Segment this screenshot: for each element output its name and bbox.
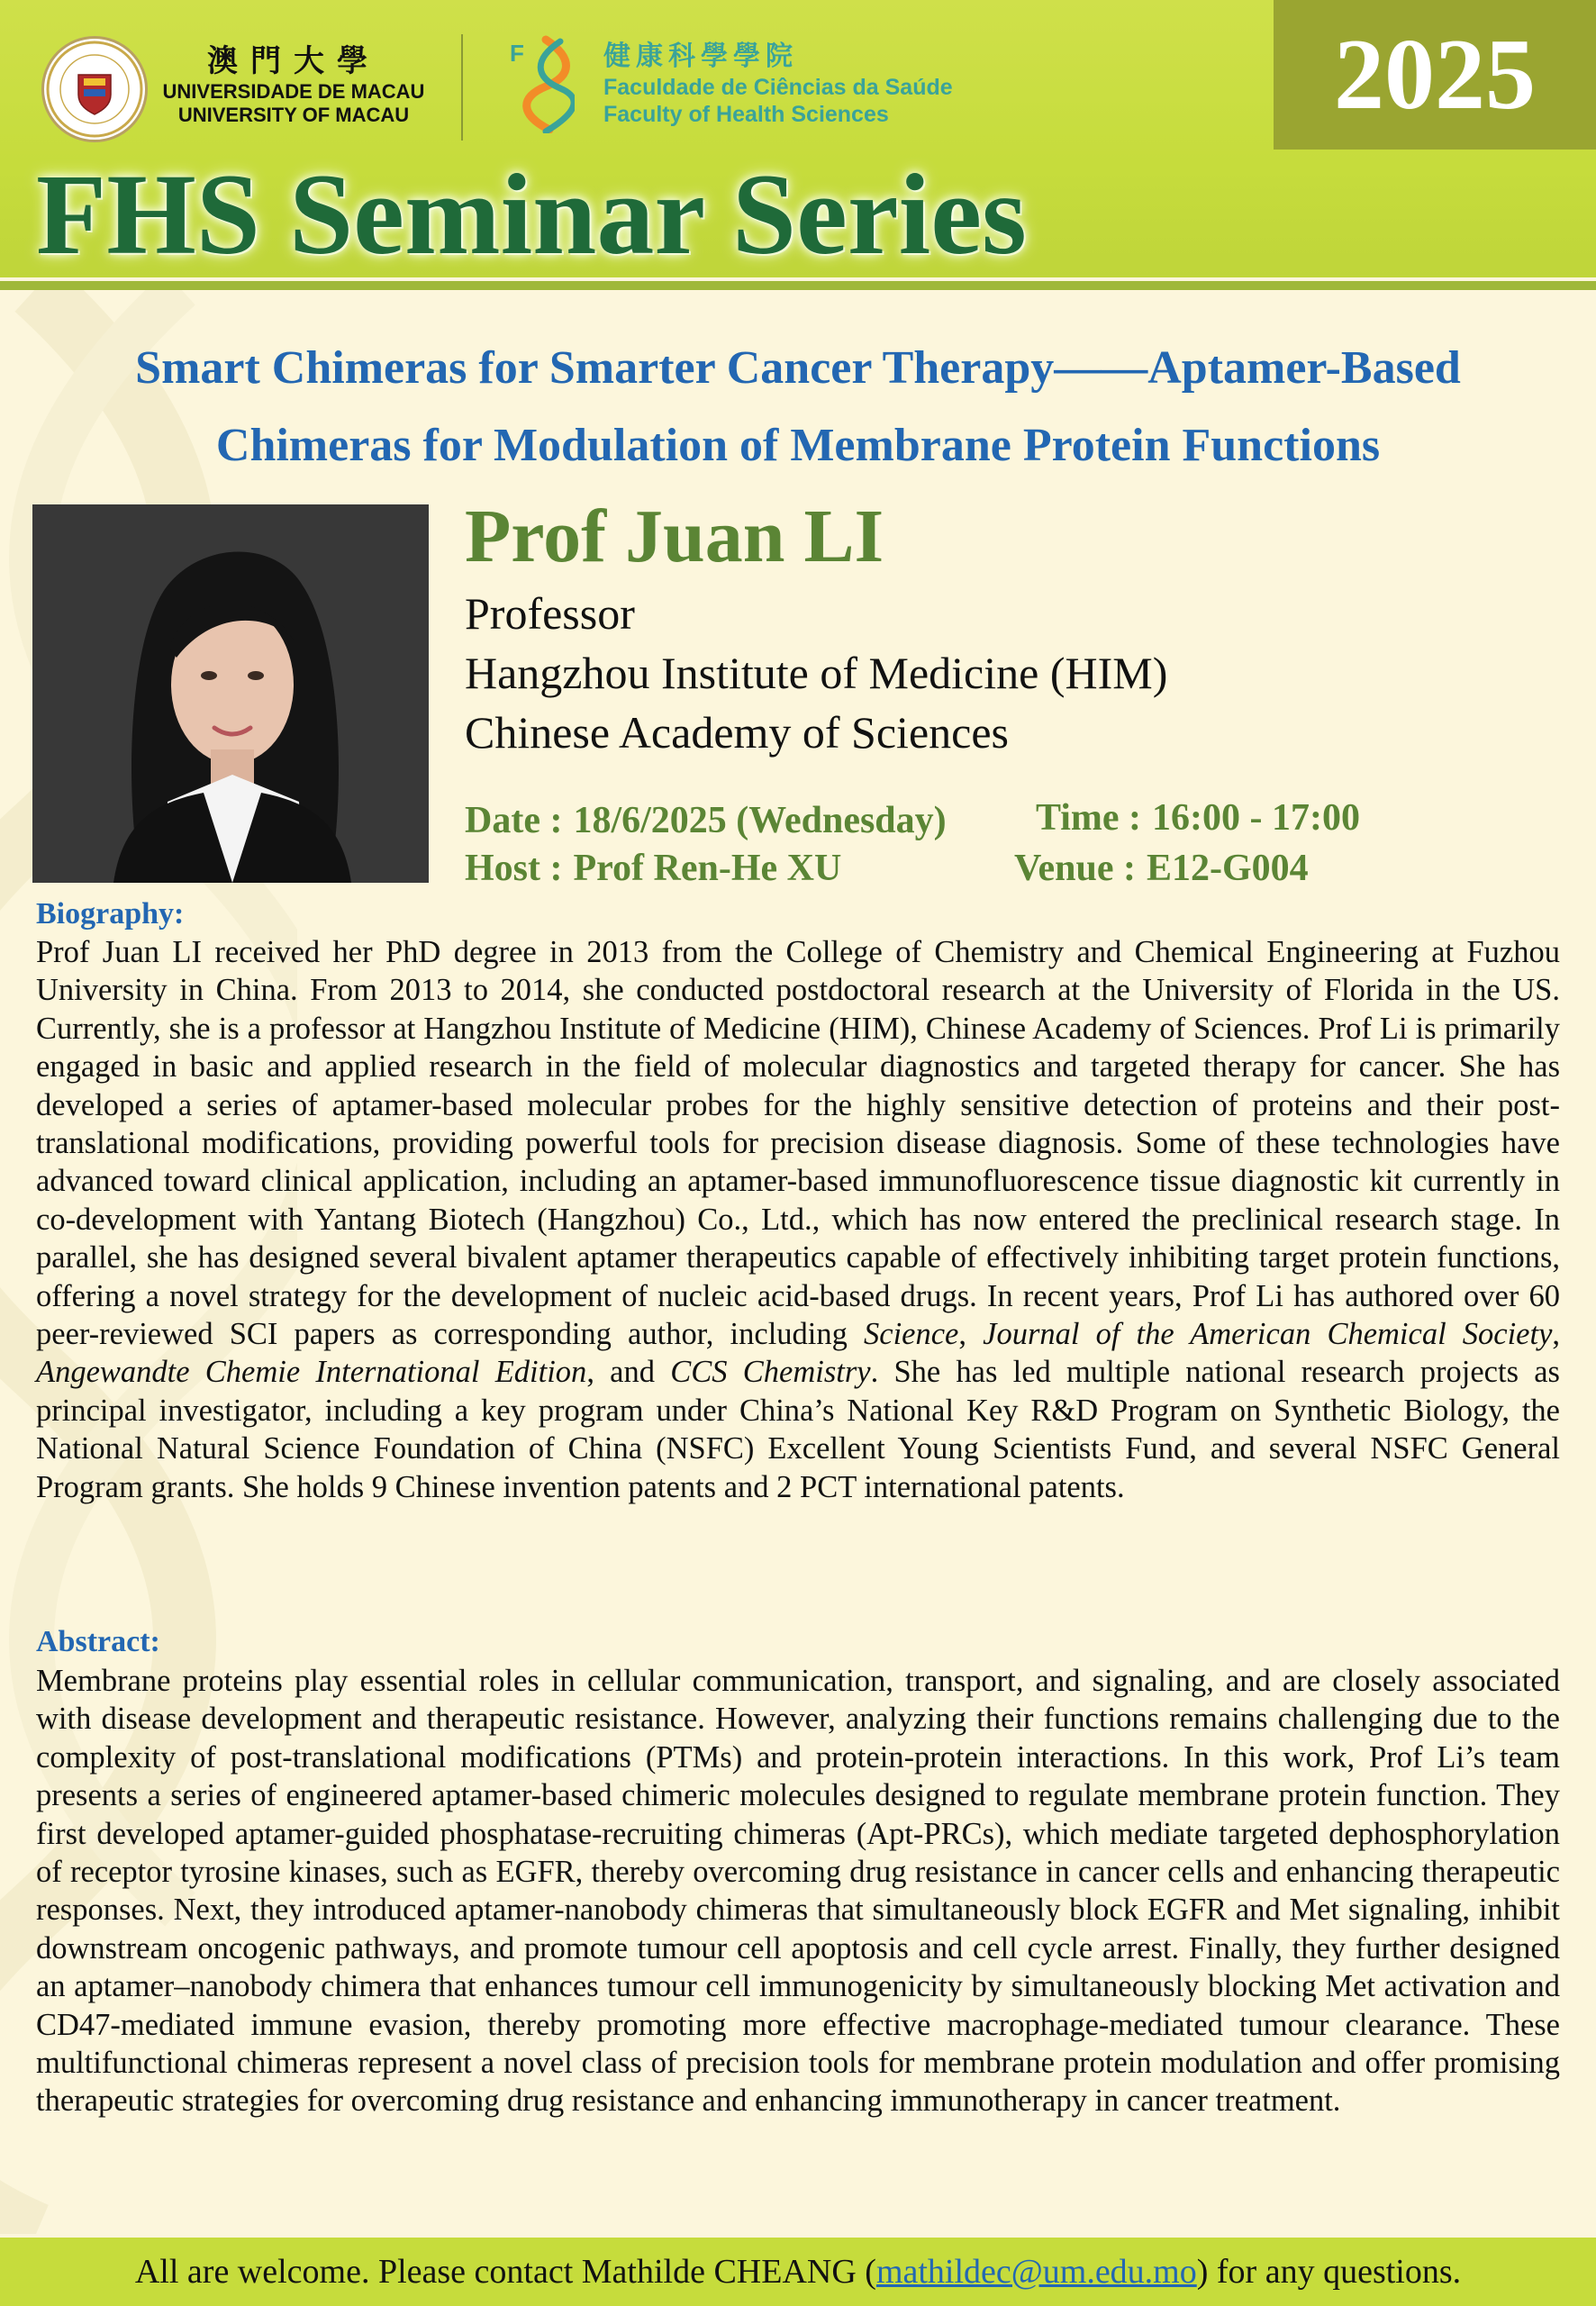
faculty-name-en: Faculty of Health Sciences — [603, 102, 889, 127]
journal-angewandte: Angewandte Chemie International Edition — [36, 1355, 587, 1390]
talk-title-line-2: Chimeras for Modulation of Membrane Protein Functions — [215, 420, 1381, 471]
fhs-logo-icon — [510, 34, 575, 133]
speaker-name: Prof Juan LI — [465, 495, 884, 578]
venue-value: E12-G004 — [1146, 848, 1309, 889]
faculty-name-pt: Faculdade de Ciências da Saúde — [603, 75, 953, 100]
university-name-en: UNIVERSITY OF MACAU — [177, 104, 410, 126]
faculty-name-block — [603, 40, 953, 128]
university-seal-icon — [41, 36, 148, 142]
footer-contact — [0, 2238, 1596, 2306]
footer-text-before: All are welcome. Please contact Mathilde CHEANG ( — [134, 2253, 876, 2291]
speaker-photo — [32, 504, 429, 883]
biography-text-a: Prof Juan LI received her PhD degree in 2013 from the College of Chemistry and Chemical Engineering at Fuzhou University in China. From 2013 to 2014, she conducted postdoctoral research at the University of Florida in the US. Currently, she is a professor at Hangzhou Institute of Medicine (HIM), Chinese Academy of Sciences. Prof Li is primarily engaged in basic and applied research in the field of molecular diagnostics and targeted therapy for cancer. She has developed a series of aptamer-based molecular probes for the highly sensitive detection of proteins and their post-translational modifications, providing powerful tools for precision disease diagnosis. Some of these technologies have advanced toward clinical application, including an aptamer-based immunofluorescence tissue diagnostic kit currently in co-development with Yantang Biotech (Hangzhou) Co., Ltd., which has now entered the preclinical research stage. In parallel, she has designed several bivalent aptamer therapeutics capable of effectively inhibiting target protein functions, offering a novel strategy for the development of nucleic acid-based drugs. In recent years, Prof Li has authored over 60 peer-reviewed SCI papers as corresponding author, including — [36, 935, 1560, 1352]
university-name-block — [159, 36, 429, 127]
speaker-organization: Chinese Academy of Sciences — [465, 707, 1009, 758]
date-value: 18/6/2025 (Wednesday) — [573, 800, 947, 841]
footer-text-after: ) for any questions. — [1196, 2253, 1462, 2291]
time-label: Time : — [1036, 797, 1142, 839]
abstract-heading: Abstract: — [36, 1625, 160, 1658]
year-badge: 2025 — [1274, 0, 1596, 150]
biography-text: Prof Juan LI received her PhD degree in 2013 from the College of Chemistry and Chemical Engineering at Fuzhou University in China. From 2013 to 2014, she conducted postdoctoral research at the University of Florida in the US. Currently, she is a professor at Hangzhou Institute of Medicine (HIM), Chinese Academy of Sciences. Prof Li is primarily engaged in basic and applied research in the field of molecular diagnostics and targeted therapy for cancer. She has developed a series of aptamer-based molecular probes for the highly sensitive detection of proteins and their post-translational modifications, providing powerful tools for precision disease diagnosis. Some of these technologies have advanced toward clinical application, including an aptamer-based immunofluorescence tissue diagnostic kit currently in co-development with Yantang Biotech (Hangzhou) Co., Ltd., which has now entered the preclinical research stage. In parallel, she has designed several bivalent aptamer therapeutics capable of effectively inhibiting target protein functions, offering a novel strategy for the development of nucleic acid-based drugs. In recent years, Prof Li has authored over 60 peer-reviewed SCI papers as corresponding author, including Science, Journal of the American Chemical Society, Angewandte Chemie International Edition, and CCS Chemistry. She has led multiple national research projects as principal investigator, including a key program under China’s National Key R&D Program on Synthetic Biology, the National Natural Science Foundation of China (NSFC) Excellent Young Scientists Fund, and several NSFC General Program grants. She holds 9 Chinese invention patents and 2 PCT international patents. — [36, 935, 1561, 1504]
university-name-zh: 澳門大學 — [207, 43, 380, 79]
venue-label: Venue : — [1014, 848, 1136, 889]
host-value: Prof Ren-He XU — [573, 848, 842, 889]
faculty-name-zh: 健康科學學院 — [603, 41, 798, 72]
header-divider — [0, 281, 1596, 290]
speaker-position: Professor — [465, 588, 635, 639]
series-title: FHS Seminar Series — [36, 150, 1027, 278]
biography-text-b: . She has led multiple national research projects as principal investigator, including a key program under China’s National Key R&D Program on Synthetic Biology, the National Natural Science Foundation of China (NSFC) Excellent Young Scientists Fund, and several NSFC General Program grants. She holds 9 Chinese invention patents and 2 PCT international patents. — [36, 1355, 1560, 1504]
abstract-text: Membrane proteins play essential roles in cellular communication, transport, and signaling, and are closely associated with disease development and therapeutic resistance. However, analyzing their functions remains challenging due to the complexity of post-translational modifications (PTMs) and protein-protein interactions. In this work, Prof Li’s team presents a series of engineered aptamer-based chimeric molecules designed to regulate membrane protein function. They first developed aptamer-guided phosphatase-recruiting chimeras (Apt-PRCs), which mediate targeted dephosphorylation of receptor tyrosine kinases, such as EGFR, thereby overcoming drug resistance in cancer cells and enhancing therapeutic responses. Next, they introduced aptamer-nanobody chimeras that simultaneously block EGFR and Met signaling, inhibit downstream oncogenic pathways, and promote tumour cell apoptosis and cell cycle arrest. Finally, they further designed an aptamer–nanobody chimera that enhances tumour cell immunogenicity by simultaneously blocking Met activation and CD47-mediated immune evasion, thereby promoting more effective macrophage-mediated tumour clearance. These multifunctional chimeras represent a novel class of precision tools for membrane protein modulation and offer promising therapeutic strategies for overcoming drug resistance and enhancing immunotherapy in cancer treatment. — [36, 1664, 1560, 2119]
university-name-pt: UNIVERSIDADE DE MACAU — [162, 80, 425, 103]
event-time — [1036, 794, 1360, 841]
event-venue — [1014, 845, 1309, 892]
speaker-affiliation — [465, 584, 1167, 762]
contact-email-link[interactable]: mathildec@um.edu.mo — [875, 2253, 1197, 2291]
journal-ccs-chemistry: CCS Chemistry — [670, 1355, 871, 1390]
time-value: 16:00 - 17:00 — [1152, 797, 1361, 839]
logo-divider — [461, 34, 463, 141]
host-label: Host : — [465, 848, 563, 889]
date-label: Date : — [465, 800, 563, 841]
speaker-institution: Hangzhou Institute of Medicine (HIM) — [465, 648, 1168, 698]
fhs-logo-letter-f: F — [510, 40, 524, 67]
talk-title — [27, 330, 1569, 485]
event-host — [465, 845, 841, 892]
journal-jacs: Journal of the American Chemical Society — [983, 1317, 1553, 1352]
biography-heading: Biography: — [36, 897, 185, 931]
talk-title-line-1: Smart Chimeras for Smarter Cancer Therapy——Aptamer-Based — [135, 342, 1461, 394]
journal-science: Science — [864, 1317, 959, 1352]
event-date — [465, 797, 947, 844]
